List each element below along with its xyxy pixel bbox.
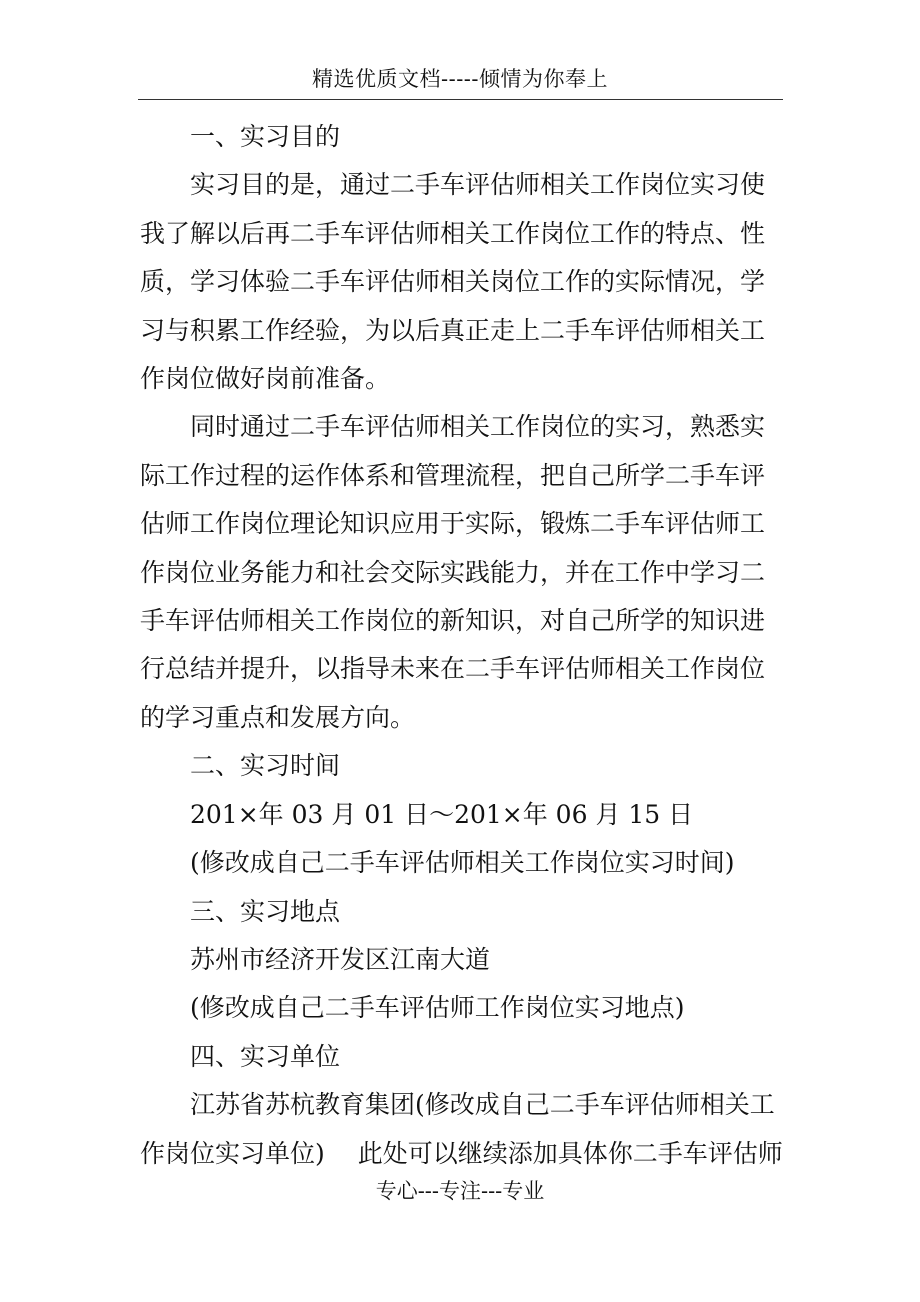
paragraph-details-line: 的学习重点和发展方向。: [140, 702, 416, 732]
header-divider: [138, 99, 783, 100]
document-body: [140, 113, 785, 1178]
paragraph-purpose-line: 实习目的是，通过二手车评估师相关工作岗位实习使: [190, 170, 766, 200]
paragraph-details-line: 估师工作岗位理论知识应用于实际，锻炼二手车评估师工: [140, 509, 766, 539]
paragraph-details-line: 际工作过程的运作体系和管理流程，把自己所学二手车评: [140, 460, 766, 490]
paragraph-details-line: 行总结并提升，以指导未来在二手车评估师相关工作岗位: [140, 654, 766, 684]
time-value: 201×年 03 月 01 日～201×年 06 月 15 日: [190, 799, 694, 829]
section-heading-time: 二、实习时间: [190, 751, 341, 781]
paragraph-purpose-line: 习与积累工作经验，为以后真正走上二手车评估师相关工: [140, 315, 766, 345]
paragraph-purpose-line: 质，学习体验二手车评估师相关岗位工作的实际情况，学: [140, 267, 766, 297]
time-note: (修改成自己二手车评估师相关工作岗位实习时间): [190, 848, 735, 878]
paragraph-details-line: 同时通过二手车评估师相关工作岗位的实习，熟悉实: [190, 412, 766, 442]
paragraph-details-line: 作岗位业务能力和社会交际实践能力，并在工作中学习二: [140, 557, 766, 587]
section-heading-location: 三、实习地点: [190, 896, 341, 926]
paragraph-details-line: 手车评估师相关工作岗位的新知识，对自己所学的知识进: [140, 606, 766, 636]
page-footer: 专心---专注---专业: [375, 1179, 545, 1203]
unit-line: 江苏省苏杭教育集团(修改成自己二手车评估师相关工: [190, 1090, 775, 1120]
unit-line: 作岗位实习单位) 此处可以继续添加具体你二手车评估师: [140, 1138, 783, 1168]
paragraph-purpose-line: 我了解以后再二手车评估师相关工作岗位工作的特点、性: [140, 218, 766, 248]
location-value: 苏州市经济开发区江南大道: [190, 944, 491, 974]
page-header: 精选优质文档-----倾情为你奉上: [312, 67, 608, 91]
section-heading-purpose: 一、实习目的: [190, 122, 341, 151]
paragraph-purpose-line: 作岗位做好岗前准备。: [140, 364, 391, 394]
location-note: (修改成自己二手车评估师工作岗位实习地点): [190, 993, 685, 1023]
section-heading-unit: 四、实习单位: [190, 1041, 341, 1071]
